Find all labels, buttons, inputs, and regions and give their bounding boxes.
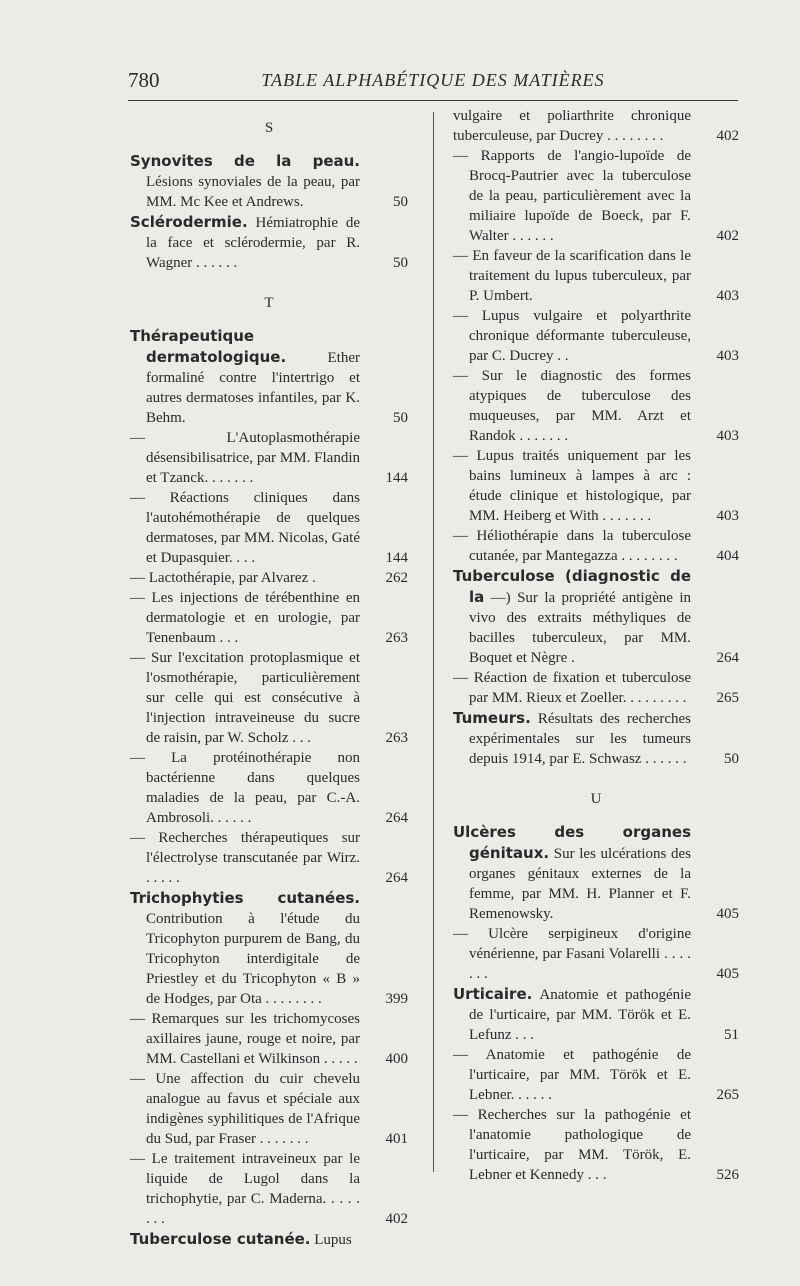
index-subentry — [453, 924, 739, 984]
section-letter: S — [264, 120, 274, 136]
index-entry — [453, 984, 739, 1045]
page-reference: 264 — [385, 810, 408, 826]
entry-text: — Recherches sur la pathogénie et l'anatomie pathologique de l'urticaire, par MM. Török, E. Lebner et Kennedy . . . — [453, 1107, 691, 1183]
index-subentry — [130, 588, 408, 648]
index-entry — [130, 888, 408, 1009]
entry-heading: Tumeurs. — [453, 709, 531, 727]
index-subentry — [130, 748, 408, 828]
page-reference: 402 — [716, 228, 739, 244]
entry-text: Anatomie et pathogénie de l'urticaire, par MM. Török et E. Lefunz . . . — [469, 987, 691, 1043]
entry-text: — Réactions cliniques dans l'autohémothérapie de quelques dermatoses, par MM. Nicolas, Gaté et Dupasquier. . . . — [130, 490, 360, 566]
index-entry — [453, 566, 739, 668]
page-reference: 264 — [716, 650, 739, 666]
index-subentry — [453, 366, 739, 446]
index-subentry — [130, 428, 408, 488]
index-subentry — [130, 828, 408, 888]
entry-text: — En faveur de la scarification dans le traitement du lupus tuberculeux, par P. Umbert. — [453, 248, 691, 304]
entry-text: Contribution à l'étude du Tricophyton purpurem de Bang, du Tricophyton interdigitale de Priestley et du Tricophyton « B » de Hodges, par Ota . . . . . . . . — [146, 911, 360, 1007]
entry-heading: Tuberculose cutanée. — [130, 1230, 311, 1248]
entry-text: — Lupus vulgaire et polyarthrite chronique déformante tuberculeuse, par C. Ducrey . . — [453, 308, 691, 364]
entry-text: — Ulcère serpigineux d'origine vénérienne, par Fasani Volarelli . . . . . . . — [453, 926, 691, 982]
page-reference: 51 — [724, 1027, 739, 1043]
index-entry — [130, 1229, 408, 1250]
page-reference: 265 — [716, 1087, 739, 1103]
entry-text: — Anatomie et pathogénie de l'urticaire, par MM. Török et E. Lebner. . . . . . — [453, 1047, 691, 1103]
entry-text: — Réaction de fixation et tuberculose par MM. Rieux et Zoeller. . . . . . . . . — [453, 670, 691, 706]
page-reference: 265 — [716, 690, 739, 706]
page-reference: 403 — [716, 348, 739, 364]
entry-heading: Urticaire. — [453, 985, 533, 1003]
entry-text: Lupus — [310, 1232, 352, 1248]
page-reference: 50 — [393, 194, 408, 210]
index-subentry — [130, 1069, 408, 1149]
entry-text: Ether formaliné contre l'intertrigo et autres dermatoses infantiles, par K. Behm. — [146, 350, 360, 426]
entry-text: — L'Autoplasmothérapie désensibilisatrice, par MM. Flandin et Tzanck. . . . . . . — [130, 430, 360, 486]
entry-text: — La protéinothérapie non bactérienne dans quelques maladies de la peau, par C.-A. Ambrosoli. . . . . . — [130, 750, 360, 826]
page-reference: 263 — [385, 630, 408, 646]
index-subentry — [453, 668, 739, 708]
entry-text: Lésions synoviales de la peau, par MM. Mc Kee et Andrews. — [146, 174, 360, 210]
left-column — [130, 106, 408, 1250]
page-reference: 264 — [385, 870, 408, 886]
page-reference: 403 — [716, 288, 739, 304]
index-subentry — [130, 1149, 408, 1229]
entry-heading: Synovites de la peau. — [130, 152, 360, 170]
entry-text: Sur les ulcérations des organes génitaux externes de la femme, par MM. H. Planner et F. Remenowsky. — [469, 846, 691, 922]
index-subentry — [453, 146, 739, 246]
entry-text: — Remarques sur les trichomycoses axillaires jaune, rouge et noire, par MM. Castellani et Wilkinson . . . . . — [130, 1011, 360, 1067]
entry-text: — Lactothérapie, par Alvarez . — [130, 570, 316, 586]
entry-text: —) Sur la propriété antigène in vivo des extraits méthyliques de bacilles tuberculeux, par MM. Boquet et Nègre . — [469, 590, 691, 666]
page-reference: 144 — [385, 550, 408, 566]
page-reference: 50 — [724, 751, 739, 767]
page-reference: 400 — [385, 1051, 408, 1067]
entry-text: — Recherches thérapeutiques sur l'électrolyse transcutanée par Wirz. . . . . . — [130, 830, 360, 886]
entry-heading: Trichophyties cutanées. — [130, 889, 360, 907]
header-rule — [128, 100, 738, 101]
page-reference: 401 — [385, 1131, 408, 1147]
index-entry — [130, 326, 408, 428]
page-reference: 144 — [385, 470, 408, 486]
index-subentry — [453, 246, 739, 306]
page-reference: 403 — [716, 508, 739, 524]
page-reference: 402 — [385, 1211, 408, 1227]
index-subentry — [453, 1105, 739, 1185]
entry-text: — Rapports de l'angio-lupoïde de Brocq-Pautrier avec la tuberculose de la peau, particulièrement avec la miliaire lupoïde de Boeck, par F. Walter . . . . . . — [453, 148, 691, 244]
entry-heading: Thérapeutique dermatologique. — [130, 327, 287, 366]
entry-heading: Sclérodermie. — [130, 213, 248, 231]
index-subentry — [453, 1045, 739, 1105]
page-reference: 399 — [385, 991, 408, 1007]
column-separator — [433, 112, 434, 1172]
entry-text: Résultats des recherches expérimentales sur les tumeurs depuis 1914, par E. Schwasz . . . . . . — [469, 711, 691, 767]
index-subentry — [130, 488, 408, 568]
page-reference: 405 — [716, 966, 739, 982]
page-reference: 526 — [716, 1167, 739, 1183]
section-letter: T — [264, 295, 274, 311]
page-reference: 405 — [716, 906, 739, 922]
page-header — [128, 68, 738, 98]
page-reference: 402 — [716, 128, 739, 144]
index-entry — [453, 708, 739, 769]
index-subentry — [130, 568, 408, 588]
page-reference: 403 — [716, 428, 739, 444]
index-subentry — [130, 1009, 408, 1069]
index-subentry — [130, 648, 408, 748]
entry-heading: Tuberculose (diagnostic de la — [453, 567, 691, 606]
index-subentry — [453, 306, 739, 366]
entry-text: — Une affection du cuir chevelu analogue au favus et spéciale aux indigènes syphilitiques de l'Afrique du Sud, par Fraser . . . . . . . — [130, 1071, 360, 1147]
right-column — [453, 106, 739, 1185]
page-number: 780 — [128, 68, 160, 92]
running-title: TABLE ALPHABÉTIQUE DES MATIÈRES — [261, 70, 605, 90]
section-letter: U — [590, 791, 602, 807]
entry-text: — Lupus traités uniquement par les bains lumineux à lampes à arc : étude clinique et histologique, par MM. Heiberg et With . . . . . . . — [453, 448, 691, 524]
entry-text: — Le traitement intraveineux par le liquide de Lugol dans la trichophytie, par C. Maderna. . . . . . . . — [130, 1151, 360, 1227]
index-subentry — [453, 446, 739, 526]
entry-heading: Ulcères des organes génitaux. — [453, 823, 691, 862]
entry-text: Hémiatrophie de la face et sclérodermie, par R. Wagner . . . . . . — [146, 215, 360, 271]
page-reference: 50 — [393, 410, 408, 426]
entry-text: — Sur l'excitation protoplasmique et l'osmothérapie, particulièrement sur celle qui est consécutive à l'injection intraveineuse du sucre de raisin, par W. Scholz . . . — [130, 650, 360, 746]
entry-text: — Héliothérapie dans la tuberculose cutanée, par Mantegazza . . . . . . . . — [453, 528, 691, 564]
page-reference: 404 — [716, 548, 739, 564]
page-reference: 50 — [393, 255, 408, 271]
entry-text: — Les injections de térébenthine en dermatologie et en urologie, par Tenenbaum . . . — [130, 590, 360, 646]
page-reference: 262 — [385, 570, 408, 586]
page-reference: 263 — [385, 730, 408, 746]
index-entry — [453, 822, 739, 924]
index-subentry — [453, 526, 739, 566]
index-subentry — [453, 106, 739, 146]
index-entry — [130, 151, 408, 212]
entry-text: vulgaire et poliarthrite chronique tuberculeuse, par Ducrey . . . . . . . . — [453, 108, 691, 144]
entry-text: — Sur le diagnostic des formes atypiques de tuberculose des muqueuses, par MM. Arzt et Randok . . . . . . . — [453, 368, 691, 444]
index-entry — [130, 212, 408, 273]
